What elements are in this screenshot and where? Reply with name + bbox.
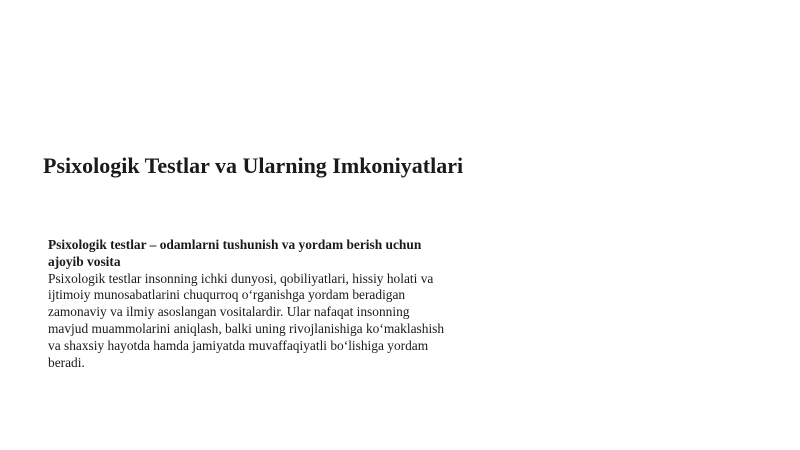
content-body: Psixologik testlar insonning ichki dunyosi, qobiliyatlari, hissiy holati va ijtimoiy munosabatlarini chuqurroq o‘rganishga yordam beradigan zamonaviy va ilmiy asoslangan vositalardir. Ular nafaqat insonning mavjud muammolarini aniqlash, balki uning rivojlanishiga ko‘maklashish va shaxsiy hayotda hamda jamiyatda muvaffaqiyatli bo‘lishiga yordam beradi. bbox=[48, 270, 445, 370]
slide-content bbox=[48, 237, 448, 371]
content-subheading: Psixologik testlar – odamlarni tushunish va yordam berish uchun ajoyib vosita bbox=[48, 237, 422, 269]
slide-title: Psixologik Testlar va Ularning Imkoniyatlari bbox=[43, 153, 464, 178]
